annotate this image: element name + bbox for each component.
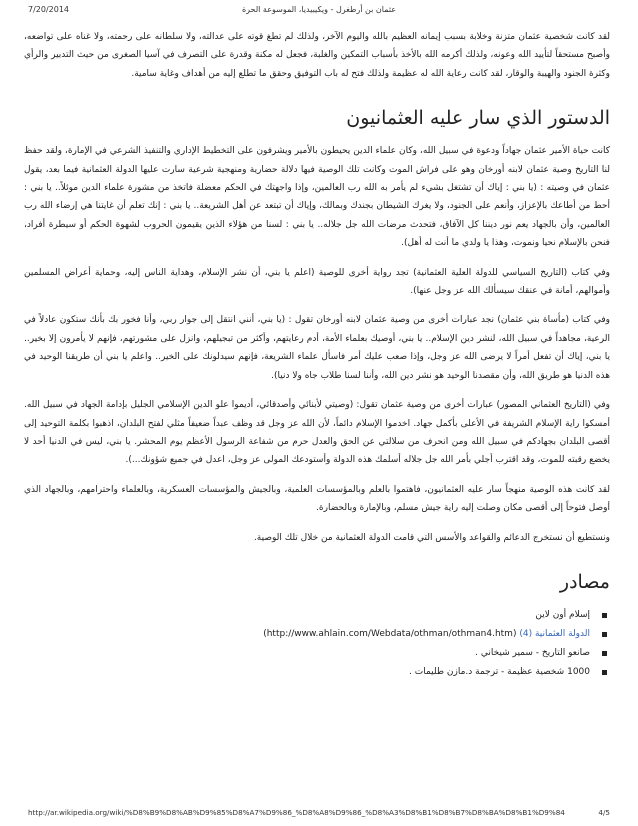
constitution-paragraph: ونستطيع أن نستخرج الدعائم والقواعد والأسس التي قامت الدولة العثمانية من خلال تلك الوصية. — [253, 532, 610, 543]
print-page-number: 4/5 — [598, 808, 610, 817]
bullet-icon — [602, 632, 607, 637]
source-text: إسلام أون لاين — [535, 609, 590, 620]
source-link-ottoman-state[interactable]: الدولة العثمانية (4) — [519, 628, 590, 639]
source-item — [24, 625, 590, 644]
sources-list — [24, 606, 610, 682]
source-item — [24, 663, 590, 682]
source-text: 1000 شخصية عظيمة - ترجمة د.مازن طليمات . — [409, 666, 590, 677]
constitution-paragraph: وفي كتاب (مأساة بني عثمان) نجد عبارات أخرى من وصية عثمان لابنه أورخان تقول : (يا بني، أنني انتقل إلى جوار ربي، وأنا فخور بك بأنك ستكون عادلاً في الرعية، مجاهداً في سبيل الله، لنشر دين الإسلام.. يا بني، أوصيك بعلماء الأمة، أدم رعايتهم، وأكثر من تبجيلهم، وانزل على مشورتهم، فإنهم لا يأمرون إلا بخير.. يا بني، إياك أن تفعل أمراً لا يرضى الله عز وجل، وإذا صعب عليك أمر فاسأل علماء الشريعة، فإنهم سيدلونك على الخير.. واعلم يا بني أن طريقنا الوحيد في هذه الدنيا هو طريق الله، وأن مقصدنا الوحيد هو نشر دين الله، وأننا لسنا طلاب جاه ولا دنيا). — [24, 315, 610, 381]
source-text: صانعو التاريخ - سمير شيخاني . — [475, 647, 590, 658]
print-page-title: عثمان بن أرطغرل - ويكيبيديا، الموسوعة الحرة — [241, 5, 397, 14]
source-url: (http://www.ahlain.com/Webdata/othman/othman4.htm) — [263, 628, 517, 639]
print-footer — [28, 808, 610, 820]
source-item — [24, 644, 590, 663]
section-heading-constitution: الدستور الذي سار عليه العثمانيون — [346, 107, 610, 130]
section-heading-sources: مصادر — [559, 570, 610, 593]
source-item — [24, 606, 590, 625]
print-url: http://ar.wikipedia.org/wiki/%D8%B9%D8%AB%D9%85%D8%A7%D9%86_%D8%A8%D9%86_%D8%A3%D8%B1%D8%B7%D8%BA%D8%B1%D9%84 — [28, 808, 565, 817]
bullet-icon — [602, 613, 607, 618]
constitution-paragraph: كانت حياة الأمير عثمان جهاداً ودعوة في سبيل الله، وكان علماء الدين يحيطون بالأمير ويشرفون على التخطيط الإداري والتنفيذ الشرعي في الإمارة، ولقد حفظ لنا التاريخ وصية عثمان لابنه أورخان وهو على فراش الموت وكانت تلك الوصية فيها دلالة حضارية ومنهجية شرعية سارت عليها الدولة العثمانية فيما بعد، يقول عثمان في وصيته : (يا بني : إياك أن تشتغل بشيء لم يأمر به الله رب العالمين، وإذا واجهتك في الحكم معضلة فاتخذ من مشورة علماء الدين موئلاً.. يا بني : أحط من أطاعك بالإعزاز، وأنعم على الجنود، ولا يغرك الشيطان بجندك وبمالك، وإياك أن تبتعد عن أهل الشريعة.. يا بني : إنك تعلم أن غايتنا هي إرضاء الله رب العالمين، وأن بالجهاد يعم نور ديننا كل الآفاق، فتحدث مرضات الله جل جلاله.. يا بني : لسنا من هؤلاء الذين يقيمون الحروب لشهوة الحكم أو سيطرة أفراد، فنحن بالإسلام نحيا ونموت، وهذا يا ولدي ما أنت له أهل). — [24, 146, 610, 249]
constitution-paragraph: لقد كانت هذه الوصية منهجاً سار عليه العثمانيون، فاهتموا بالعلم وبالمؤسسات العلمية، وبالجيش والمؤسسات العسكرية، وبالعلماء واحترامهم، وبالجهاد الذي أوصل فتوحاً إلى أقصى مكان وصلت إليه راية جيش مسلم، وبالإمارة وبالحضارة. — [24, 484, 610, 514]
print-header — [28, 5, 610, 19]
print-date: 7/20/2014 — [28, 5, 70, 14]
article-body — [24, 28, 610, 682]
constitution-paragraph: وفي كتاب (التاريخ السياسي للدولة العلية العثمانية) تجد رواية أخرى للوصية (اعلم يا بني، أن نشر الإسلام، وهداية الناس إليه، وحماية أعراض المسلمين وأموالهم، أمانة في عنقك سيسألك الله عز وجل عنها). — [24, 267, 610, 297]
bullet-icon — [602, 651, 607, 656]
constitution-paragraph: وفي (التاريخ العثماني المصور) عبارات أخرى من وصية عثمان تقول: (وصيتي لأبنائي وأصدقائي، أديموا علو الدين الإسلامي الجليل بإدامة الجهاد في سبيل الله. أمسكوا راية الإسلام الشريفة في الأعلى بأكمل جهاد. اخدموا الإسلام دائماً، لأن الله عز وجل قد وظف عبداً ضعيفاً مثلي لفتح البلدان، اذهبوا بكلمة التوحيد إلى أقصى البلدان بجهادكم في سبيل الله ومن انحرف من سلالتي عن الحق والعدل حرم من شفاعة الرسول الأعظم يوم المحشر. يا بني، ليس في الدنيا أحد لا يخضع رقبته للموت، وقد اقترب أجلي بأمر الله جل جلاله أسلمك هذه الدولة وأستودعك المولى عز وجل، اعدل في جميع شؤونك...). — [24, 400, 610, 466]
bullet-icon — [602, 670, 607, 675]
intro-paragraph: لقد كانت شخصية عثمان متزنة وخلابة بسبب إيمانه العظيم بالله واليوم الآخر، ولذلك لم تطغ قوته على عدالته، ولا سلطانه على رحمته، ولا غناه على تواضعه، وأصبح مستحقاً لتأييد الله وعونه، ولذلك أكرمه الله بالأخذ بأسباب التمكين والغلبة، فجعل له مكنة وقدرة على التصرف في آسيا الصغرى من حيث التدبير والرأي وكثرة الجنود والهيبة والوقار، لقد كانت رعاية الله له عظيمة ولذلك فتح له باب التوفيق وحقق ما تطلع إليه من أهداف وغاية سامية. — [24, 32, 610, 79]
